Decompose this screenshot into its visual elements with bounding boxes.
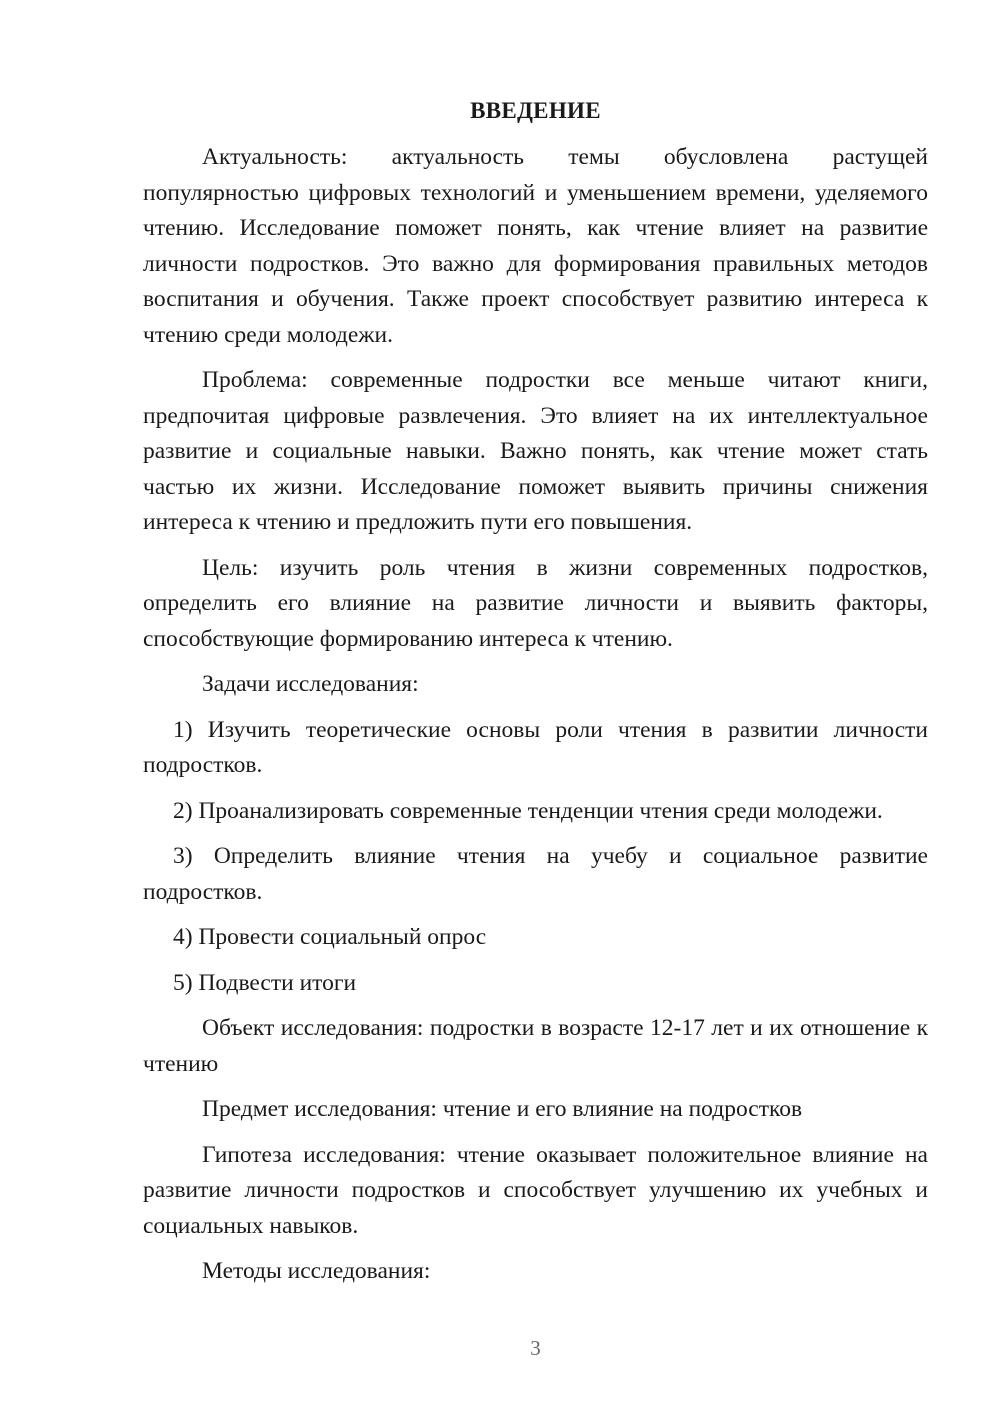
task-item-3: 3) Определить влияние чтения на учебу и социальное развитие подростков. — [143, 843, 928, 905]
task-item-2: 2) Проанализировать современные тенденции чтения среди молодежи. — [173, 797, 883, 824]
methods-heading: Методы исследования: — [202, 1258, 431, 1284]
tasks-heading: Задачи исследования: — [202, 671, 419, 697]
document-body — [143, 140, 928, 1300]
paragraph-problem: Проблема: современные подростки все меньше читают книги, предпочитая цифровые развлечения. Это влияет на их интеллектуальное развитие и социальные навыки. Важно понять, как чтение может стать частью их жизни. Исследование поможет выявить причины снижения интереса к чтению и предложить пути его повышения. — [143, 367, 928, 535]
paragraph-subject: Предмет исследования: чтение и его влияние на подростков — [202, 1096, 803, 1122]
section-title: ВВЕДЕНИЕ — [470, 98, 601, 123]
document-page — [143, 0, 928, 1414]
task-item-1: 1) Изучить теоретические основы роли чтения в развитии личности подростков. — [143, 716, 928, 778]
paragraph-hypothesis: Гипотеза исследования: чтение оказывает положительное влияние на развитие личности подростков и способствует улучшению их учебных и социальных навыков. — [143, 1141, 928, 1239]
page-number: 3 — [530, 1336, 541, 1360]
task-item-4: 4) Провести социальный опрос — [173, 924, 487, 950]
paragraph-goal: Цель: изучить роль чтения в жизни современных подростков, определить его влияние на развитие личности и выявить факторы, способствующие формированию интереса к чтению. — [143, 554, 928, 652]
paragraph-object: Объект исследования: подростки в возрасте 12-17 лет и их отношение к чтению — [143, 1015, 928, 1077]
task-item-5: 5) Подвести итоги — [173, 969, 357, 996]
paragraph-relevance: Актуальность: актуальность темы обусловлена растущей популярностью цифровых технологий и уменьшением времени, уделяемого чтению. Исследование поможет понять, как чтение влияет на развитие личности подростков. Это важно для формирования правильных методов воспитания и обучения. Также проект способствует развитию интереса к чтению среди молодежи. — [143, 144, 928, 348]
